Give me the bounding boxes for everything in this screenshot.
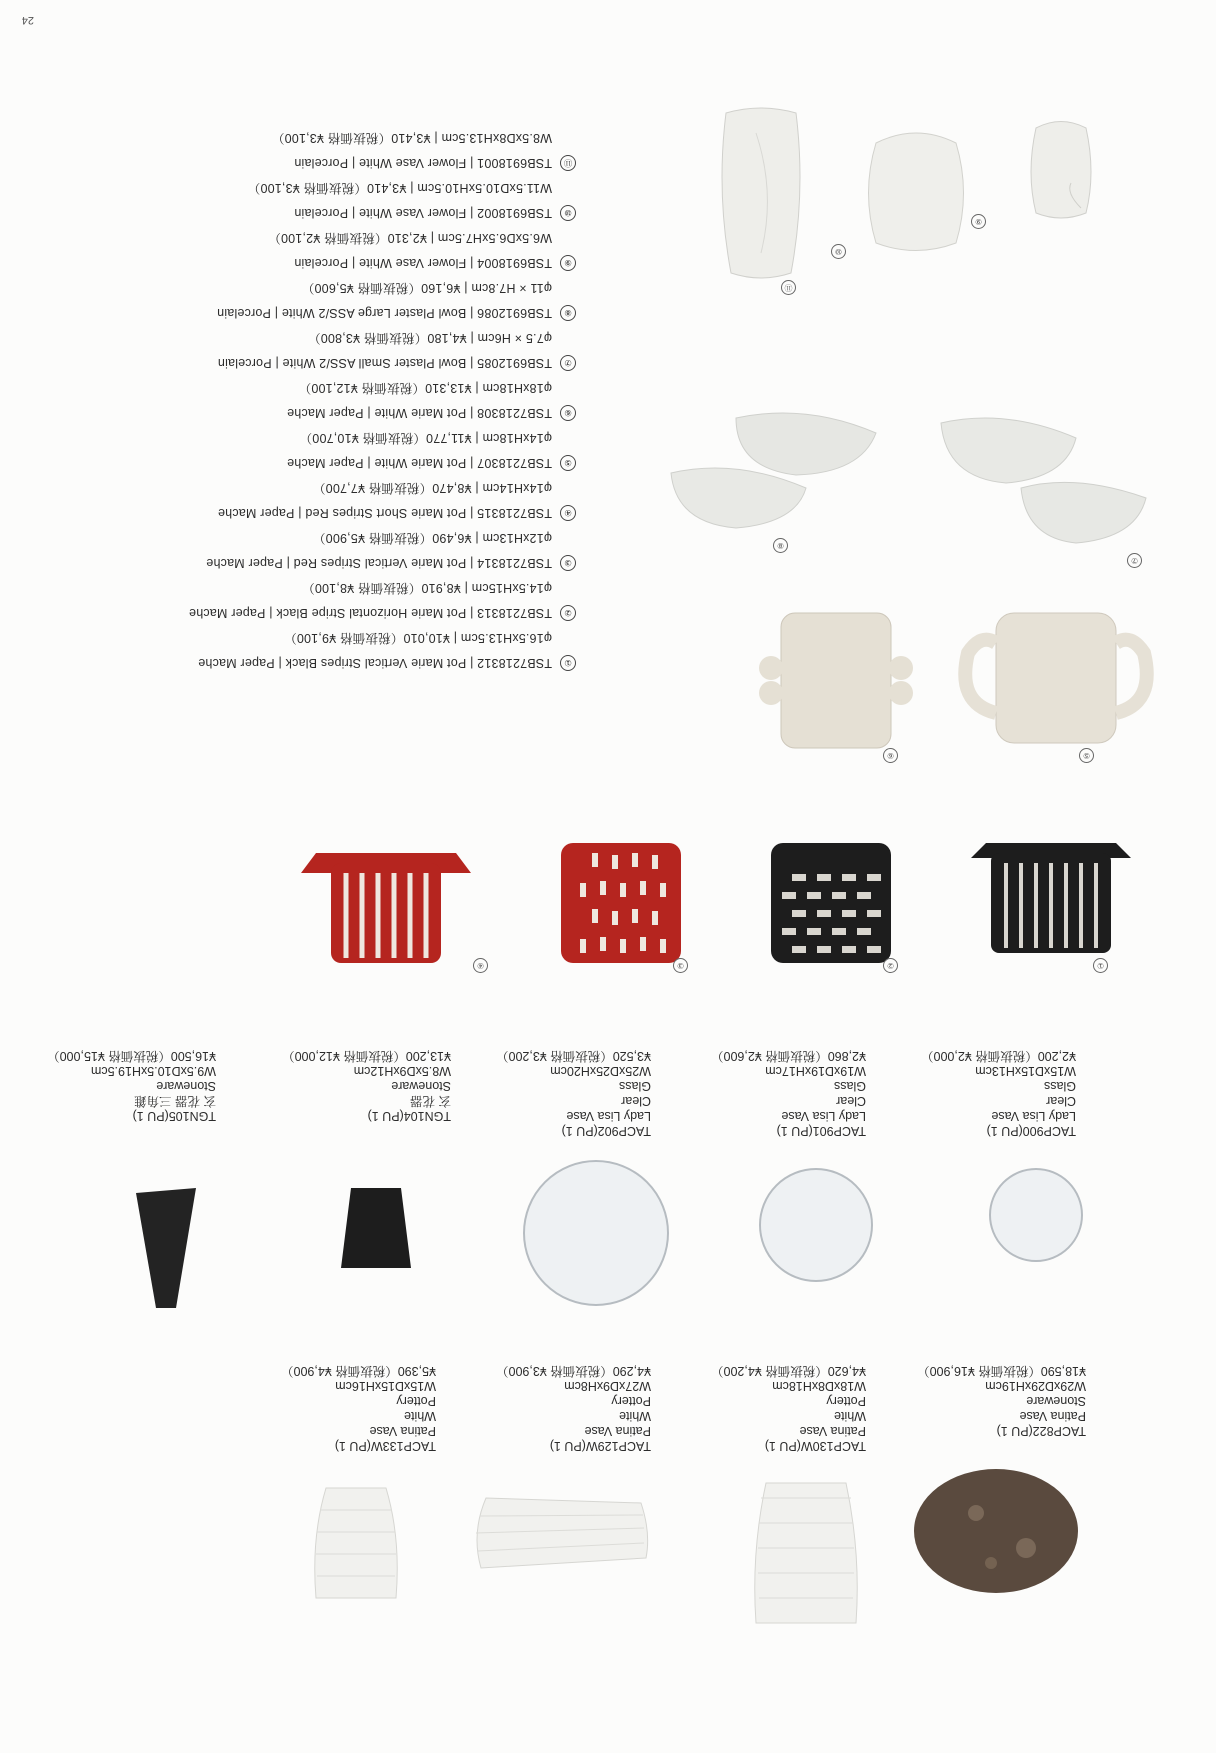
caption-6: ⑥ [883,748,898,763]
page-number: 24 [21,14,34,26]
pot-marie-horizontal-black-image [746,833,916,973]
legend-dims: φ16.5xH13.5cm | ¥10,010（税抜価格 ¥9,100） [284,631,552,645]
flower-vase-tall-image [706,103,816,283]
legend-item: ④TSB7218315 | Pot Marie Short Stripes Red | Paper Mache [36,500,576,525]
spec-gen-2: TGN105(PU 1) 玄 花器 三角錐 Stoneware W9.5xD10.5xH19.5cm ¥16,500（税抜価格 ¥15,000） [47,1049,216,1123]
lady-lisa-vase-large-image [511,1158,681,1313]
flower-vase-small-image [1016,113,1106,223]
legend-item: ③TSB7218314 | Pot Marie Vertical Stripes Red | Paper Mache [36,550,576,575]
caption-5: ⑤ [1079,748,1094,763]
caption-1: ① [1093,958,1108,973]
patina-vase-stoneware-image [906,1463,1086,1603]
legend-item: ⑪TSB6918001 | Flower Vase White | Porcelain [36,150,576,175]
gen-vase-image [321,1173,431,1283]
caption-3: ③ [673,958,688,973]
spec-patina-1: TACP822(PU 1) Patina Vase Stoneware W29xD29xH19cm ¥18,590（税抜価格 ¥16,900） [917,1364,1086,1438]
bowl-plaster-small-image [926,388,1156,558]
caption-10: ⑩ [831,244,846,259]
pot-marie-white-handles-image [956,603,1156,753]
bowl-plaster-large-image [656,373,886,543]
caption-7: ⑦ [1127,553,1142,568]
legend-dims: W6.5xD6.5xH7.5cm | ¥2,310（税抜価格 ¥2,100） [268,231,552,245]
legend-item: ②TSB7218313 | Pot Marie Horizontal Stripe Black | Paper Mache [36,600,576,625]
legend-item: ⑤TSB7218307 | Pot Marie White | Paper Mache [36,450,576,475]
legend-item: ⑨TSB6918004 | Flower Vase White | Porcelain [36,250,576,275]
legend-item: ⑦TSB6912085 | Bowl Plaster Small ASS/2 White | Porcelain [36,350,576,375]
flower-vase-medium-image [856,113,976,263]
legend-dims: W8.5xD8xH13.5cm | ¥3,410（税抜価格 ¥3,100） [271,131,552,145]
spec-patina-4: TACP133W(PU 1) Patina Vase White Pottery W15xD15xH16cm ¥5,390（税抜価格 ¥4,900） [281,1364,436,1453]
caption-11: ⑪ [781,280,796,295]
spec-gen-1: TGN104(PU 1) 玄 花器 Stoneware W8.5xD9xH12cm ¥13,200（税抜価格 ¥12,000） [282,1049,451,1123]
caption-2: ② [883,958,898,973]
spec-glass-1: TACP900(PU 1) Lady Lisa Vase Clear Glass W15xD15xH13cm ¥2,200（税抜価格 ¥2,000） [921,1049,1076,1138]
legend-dims: φ18xH18cm | ¥13,310（税抜価格 ¥12,100） [298,381,552,395]
legend-dims: φ14xH14cm | ¥8,470（税抜価格 ¥7,700） [312,481,552,495]
patina-vase-white-low-image [466,1488,656,1578]
legend-dims: φ14xH18cm | ¥11,770（税抜価格 ¥10,700） [299,431,552,445]
legend-item: ⑥TSB7218308 | Pot Marie White | Paper Mache [36,400,576,425]
legend-item: ①TSB7218312 | Pot Marie Vertical Stripes Black | Paper Mache [36,650,576,675]
legend-item: ⑩TSB6918002 | Flower Vase White | Porcelain [36,200,576,225]
pot-marie-vertical-red-image [536,833,706,973]
patina-vase-white-round-image [301,1478,411,1608]
spec-glass-3: TACP902(PU 1) Lady Lisa Vase Clear Glass W25xD25xH20cm ¥3,520（税抜価格 ¥3,200） [496,1049,651,1138]
spec-patina-2: TACP130W(PU 1) Patina Vase White Pottery W18xD8xH18cm ¥4,620（税抜価格 ¥4,200） [711,1364,866,1453]
spec-patina-3: TACP129W(PU 1) Patina Vase White Pottery W27xD9xH8cm ¥4,290（税抜価格 ¥3,900） [496,1364,651,1453]
spec-glass-2: TACP901(PU 1) Lady Lisa Vase Clear Glass W19xD19xH17cm ¥2,860（税抜価格 ¥2,600） [711,1049,866,1138]
caption-4: ④ [473,958,488,973]
caption-9: ⑨ [971,214,986,229]
legend-item: ⑧TSB6912086 | Bowl Plaster Large ASS/2 White | Porcelain [36,300,576,325]
pot-marie-short-red-image [296,833,476,973]
legend-dims: W11.5xD10.5xH10.5cm | ¥3,410（税抜価格 ¥3,100） [247,181,552,195]
product-legend [36,125,576,675]
legend-dims: φ11 × H7.8cm | ¥6,160（税抜価格 ¥5,600） [301,281,552,295]
gen-vase-triangle-image [126,1173,206,1313]
legend-dims: φ12xH13cm | ¥6,490（税抜価格 ¥5,900） [312,531,552,545]
lady-lisa-vase-medium-image [746,1163,886,1293]
pot-marie-white-ears-image [746,603,926,753]
patina-vase-white-tall-image [741,1473,871,1633]
legend-dims: φ7.5 × H6cm | ¥4,180（税抜価格 ¥3,800） [307,331,552,345]
lady-lisa-vase-small-image [976,1163,1096,1273]
legend-dims: φ14.5xH15cm | ¥8,910（税抜価格 ¥8,100） [301,581,552,595]
caption-8: ⑧ [773,538,788,553]
pot-marie-vertical-black-image [956,833,1146,963]
